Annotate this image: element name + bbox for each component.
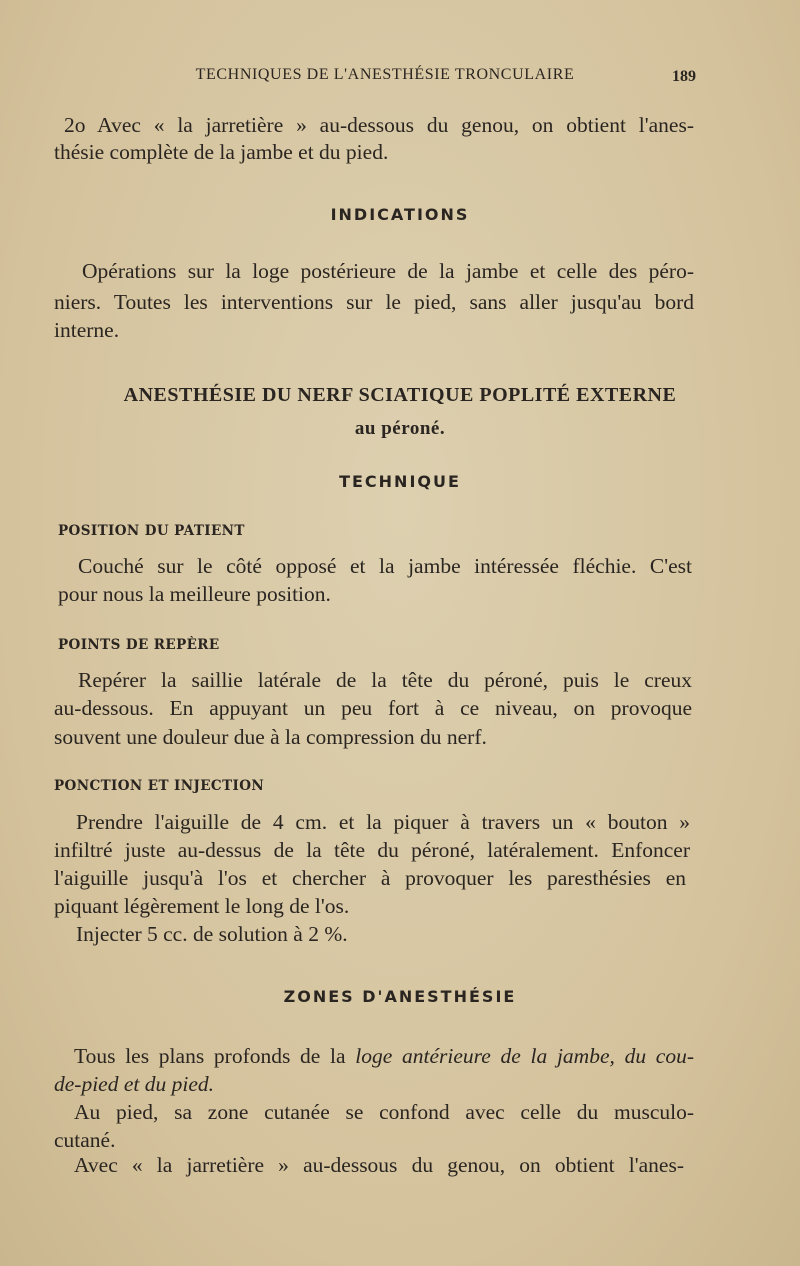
indications-line-2: niers. Toutes les interventions sur le pied, sans aller jusqu'au bord [54, 290, 694, 314]
zones-line-2-italic: de-pied et du pied. [54, 1072, 215, 1096]
position-line-1: Couché sur le côté opposé et la jambe intéressée fléchie. C'est [78, 554, 692, 578]
ponction-line-3: l'aiguille jusqu'à l'os et chercher à provoquer les paresthésies en [54, 866, 686, 890]
zones-line-3: Au pied, sa zone cutanée se confond avec celle du musculo- [74, 1100, 694, 1124]
indications-heading: INDICATIONS [330, 205, 470, 224]
zones-line-2 [54, 1071, 694, 1097]
running-header: TECHNIQUES DE L'ANESTHÉSIE TRONCULAIRE [195, 66, 575, 83]
indications-line-1: Opérations sur la loge postérieure de la jambe et celle des péro- [82, 259, 694, 283]
ponction-line-1: Prendre l'aiguille de 4 cm. et la piquer à travers un « bouton » [76, 810, 690, 834]
reperes-line-3: souvent une douleur due à la compression du nerf. [54, 725, 487, 749]
main-title: ANESTHÉSIE DU NERF SCIATIQUE POPLITÉ EXTERNE [123, 384, 677, 406]
zones-line-4: cutané. [54, 1128, 116, 1152]
zones-line-5: Avec « la jarretière » au-dessous du genou, on obtient l'anes- [74, 1153, 684, 1177]
intro-line-1: 2o Avec « la jarretière » au-dessous du genou, on obtient l'anes- [64, 113, 694, 137]
position-heading: POSITION DU PATIENT [58, 523, 245, 539]
main-title-subtitle: au péroné. [354, 418, 446, 439]
reperes-line-1: Repérer la saillie latérale de la tête du péroné, puis le creux [78, 668, 692, 692]
position-line-2: pour nous la meilleure position. [58, 582, 331, 606]
page-number: 189 [672, 68, 696, 85]
reperes-heading: POINTS DE REPÈRE [58, 637, 220, 653]
ponction-line-2: infiltré juste au-dessus de la tête du péroné, latéralement. Enfoncer [54, 838, 690, 862]
zones-line-1 [74, 1043, 694, 1069]
reperes-line-2: au-dessous. En appuyant un peu fort à ce niveau, on provoque [54, 696, 692, 720]
indications-line-3: interne. [54, 318, 120, 342]
ponction-heading: PONCTION ET INJECTION [54, 778, 265, 794]
intro-line-2: thésie complète de la jambe et du pied. [54, 140, 389, 164]
zones-line-1-italic: loge antérieure de la jambe, du cou- [355, 1044, 694, 1068]
technique-heading: TECHNIQUE [339, 472, 461, 491]
ponction-line-5: Injecter 5 cc. de solution à 2 %. [76, 922, 348, 946]
zones-heading: ZONES D'ANESTHÉSIE [283, 987, 517, 1006]
ponction-line-4: piquant légèrement le long de l'os. [54, 894, 350, 918]
zones-line-1-roman: Tous les plans profonds de la [74, 1044, 356, 1068]
